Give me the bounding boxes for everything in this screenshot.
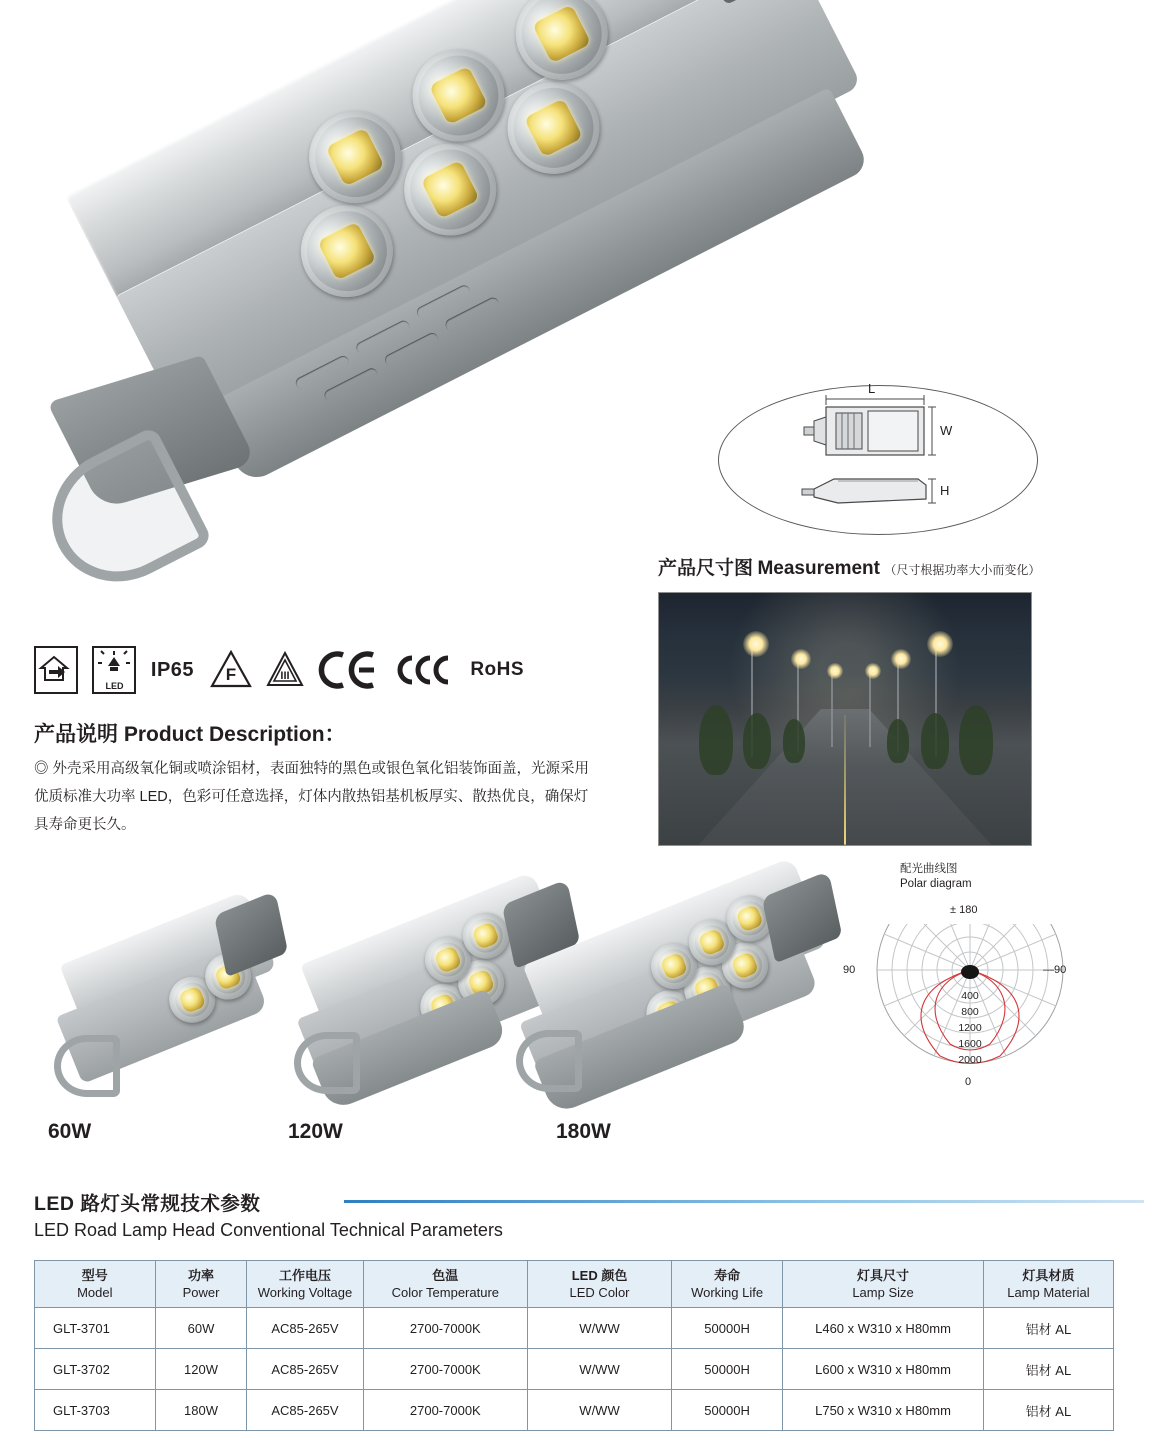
cell-lamp-size: L460 x W310 x H80mm [783, 1308, 984, 1349]
certification-marks [34, 648, 534, 692]
description-title-en: Product Description [123, 723, 325, 746]
ip65-rating: IP65 [150, 658, 195, 681]
cell-model: GLT-3702 [35, 1349, 156, 1390]
table-header-row [35, 1261, 1114, 1308]
measurement-caption [658, 553, 1128, 580]
cell-led-color: W/WW [528, 1390, 672, 1431]
cell-lamp-size: L750 x W310 x H80mm [783, 1390, 984, 1431]
measurement-drawing [718, 385, 1036, 533]
parameters-heading [34, 1188, 1114, 1241]
cell-power: 60W [155, 1308, 247, 1349]
led-lens [388, 128, 512, 252]
measurement-note: （尺寸根据功率大小而变化） [884, 563, 1041, 577]
variant-bracket [54, 1035, 120, 1097]
cell-color-temp: 2700-7000K [363, 1308, 528, 1349]
led-lens [285, 189, 409, 313]
cell-power: 180W [155, 1390, 247, 1431]
polar-ring-1200: 1200 [958, 1022, 982, 1034]
variant-bracket [516, 1030, 582, 1092]
cell-model: GLT-3703 [35, 1390, 156, 1431]
col-color-temperature: 色温 Color Temperature [363, 1261, 528, 1308]
dimension-label-l: L [868, 381, 876, 396]
parameters-heading-en: LED Road Lamp Head Conventional Technical Parameters [34, 1220, 503, 1240]
col-power: 功率 Power [155, 1261, 247, 1308]
cell-power: 120W [155, 1349, 247, 1390]
roadside-tree [699, 705, 733, 775]
application-photo-night [658, 592, 1032, 846]
table-row [35, 1390, 1114, 1431]
measurement-title-en: Measurement [757, 558, 880, 579]
lamp-variant-60w [48, 885, 298, 1115]
parameters-heading-cn: LED 路灯头常规技术参数 [34, 1193, 261, 1215]
variant-label-180w: 180W [556, 1120, 611, 1143]
polar-ring-2000: 2000 [958, 1054, 982, 1066]
table-row [35, 1349, 1114, 1390]
polar-label-bottom: 0 [965, 1076, 972, 1088]
col-model: 型号 Model [35, 1261, 156, 1308]
col-lamp-size: 灯具尺寸 Lamp Size [783, 1261, 984, 1308]
lamp-glow [791, 649, 811, 669]
ce-mark [317, 648, 377, 692]
variant-label-60w: 60W [48, 1120, 92, 1143]
svg-text:III: III [280, 670, 290, 682]
description-text: 外壳采用高级氧化铜或喷涂铝材，表面独特的黑色或银色氧化铝装饰面盖，光源采用优质标准大功率 LED，色彩可任意选择，灯体内散热铝基机板厚实、散热优良，确保灯具寿命更长久。 [34, 761, 590, 833]
measurement-diagram [718, 381, 1038, 535]
heading-rule [344, 1200, 1144, 1203]
polar-label-right: —90 [1043, 964, 1067, 976]
polar-title-en: Polar diagram [900, 878, 972, 890]
cell-color-temp: 2700-7000K [363, 1349, 528, 1390]
street-pole [869, 667, 871, 747]
measurement-title-cn: 产品尺寸图 [658, 558, 754, 579]
lamp-glow [891, 649, 911, 669]
roadside-tree [743, 713, 771, 769]
polar-ring-400: 400 [961, 990, 979, 1002]
cell-led-color: W/WW [528, 1308, 672, 1349]
cell-voltage: AC85-265V [247, 1308, 363, 1349]
cell-lamp-size: L600 x W310 x H80mm [783, 1349, 984, 1390]
cell-voltage: AC85-265V [247, 1349, 363, 1390]
ccc-mark [392, 648, 456, 692]
lamp-glow [743, 631, 769, 657]
polar-label-left: 90 [843, 964, 856, 976]
cell-model: GLT-3701 [35, 1308, 156, 1349]
col-working-voltage: 工作电压 Working Voltage [247, 1261, 363, 1308]
bullet-icon: ◎ [34, 761, 49, 777]
class-three-icon [263, 648, 303, 692]
dimension-label-w: W [940, 423, 953, 438]
cell-working-life: 50000H [671, 1390, 782, 1431]
polar-diagram-title [900, 862, 972, 892]
roadside-tree [783, 719, 805, 763]
technical-parameters-table [34, 1260, 1114, 1431]
street-pole [831, 667, 833, 747]
description-title-cn: 产品说明 [34, 723, 118, 746]
polar-ring-800: 800 [961, 1006, 979, 1018]
description-title-colon: ： [324, 723, 346, 746]
variant-label-120w: 120W [288, 1120, 343, 1143]
roadside-tree [887, 719, 909, 763]
cell-lamp-material: 铝材 AL [983, 1308, 1113, 1349]
cell-working-life: 50000H [671, 1308, 782, 1349]
cell-color-temp: 2700-7000K [363, 1390, 528, 1431]
road-center-line [844, 715, 846, 845]
lamp-glow [927, 631, 953, 657]
cell-lamp-material: 铝材 AL [983, 1349, 1113, 1390]
roadside-tree [921, 713, 949, 769]
svg-text:F: F [225, 665, 236, 684]
table-row [35, 1308, 1114, 1349]
cell-voltage: AC85-265V [247, 1390, 363, 1431]
led-icon-label: LED [105, 681, 124, 691]
lamp-glow [827, 663, 843, 679]
rohs-mark: RoHS [470, 659, 525, 680]
cell-lamp-material: 铝材 AL [983, 1390, 1113, 1431]
polar-title-cn: 配光曲线图 [900, 863, 958, 875]
cell-working-life: 50000H [671, 1349, 782, 1390]
polar-ring-1600: 1600 [958, 1038, 982, 1050]
f-mark-icon [209, 648, 249, 692]
polar-label-top: ± 180 [950, 904, 978, 916]
col-led-color: LED 颜色 LED Color [528, 1261, 672, 1308]
house-arrow-icon [34, 648, 78, 692]
col-working-life: 寿命 Working Life [671, 1261, 782, 1308]
product-description-body [34, 755, 594, 839]
variant-bracket [294, 1032, 360, 1094]
dimension-label-h: H [940, 483, 950, 498]
lamp-glow [865, 663, 881, 679]
roadside-tree [959, 705, 993, 775]
col-lamp-material: 灯具材质 Lamp Material [983, 1261, 1113, 1308]
led-icon [92, 648, 136, 692]
cell-led-color: W/WW [528, 1349, 672, 1390]
product-description-title [34, 718, 346, 748]
polar-diagram [843, 863, 1085, 1130]
lamp-variant-180w [510, 860, 850, 1115]
